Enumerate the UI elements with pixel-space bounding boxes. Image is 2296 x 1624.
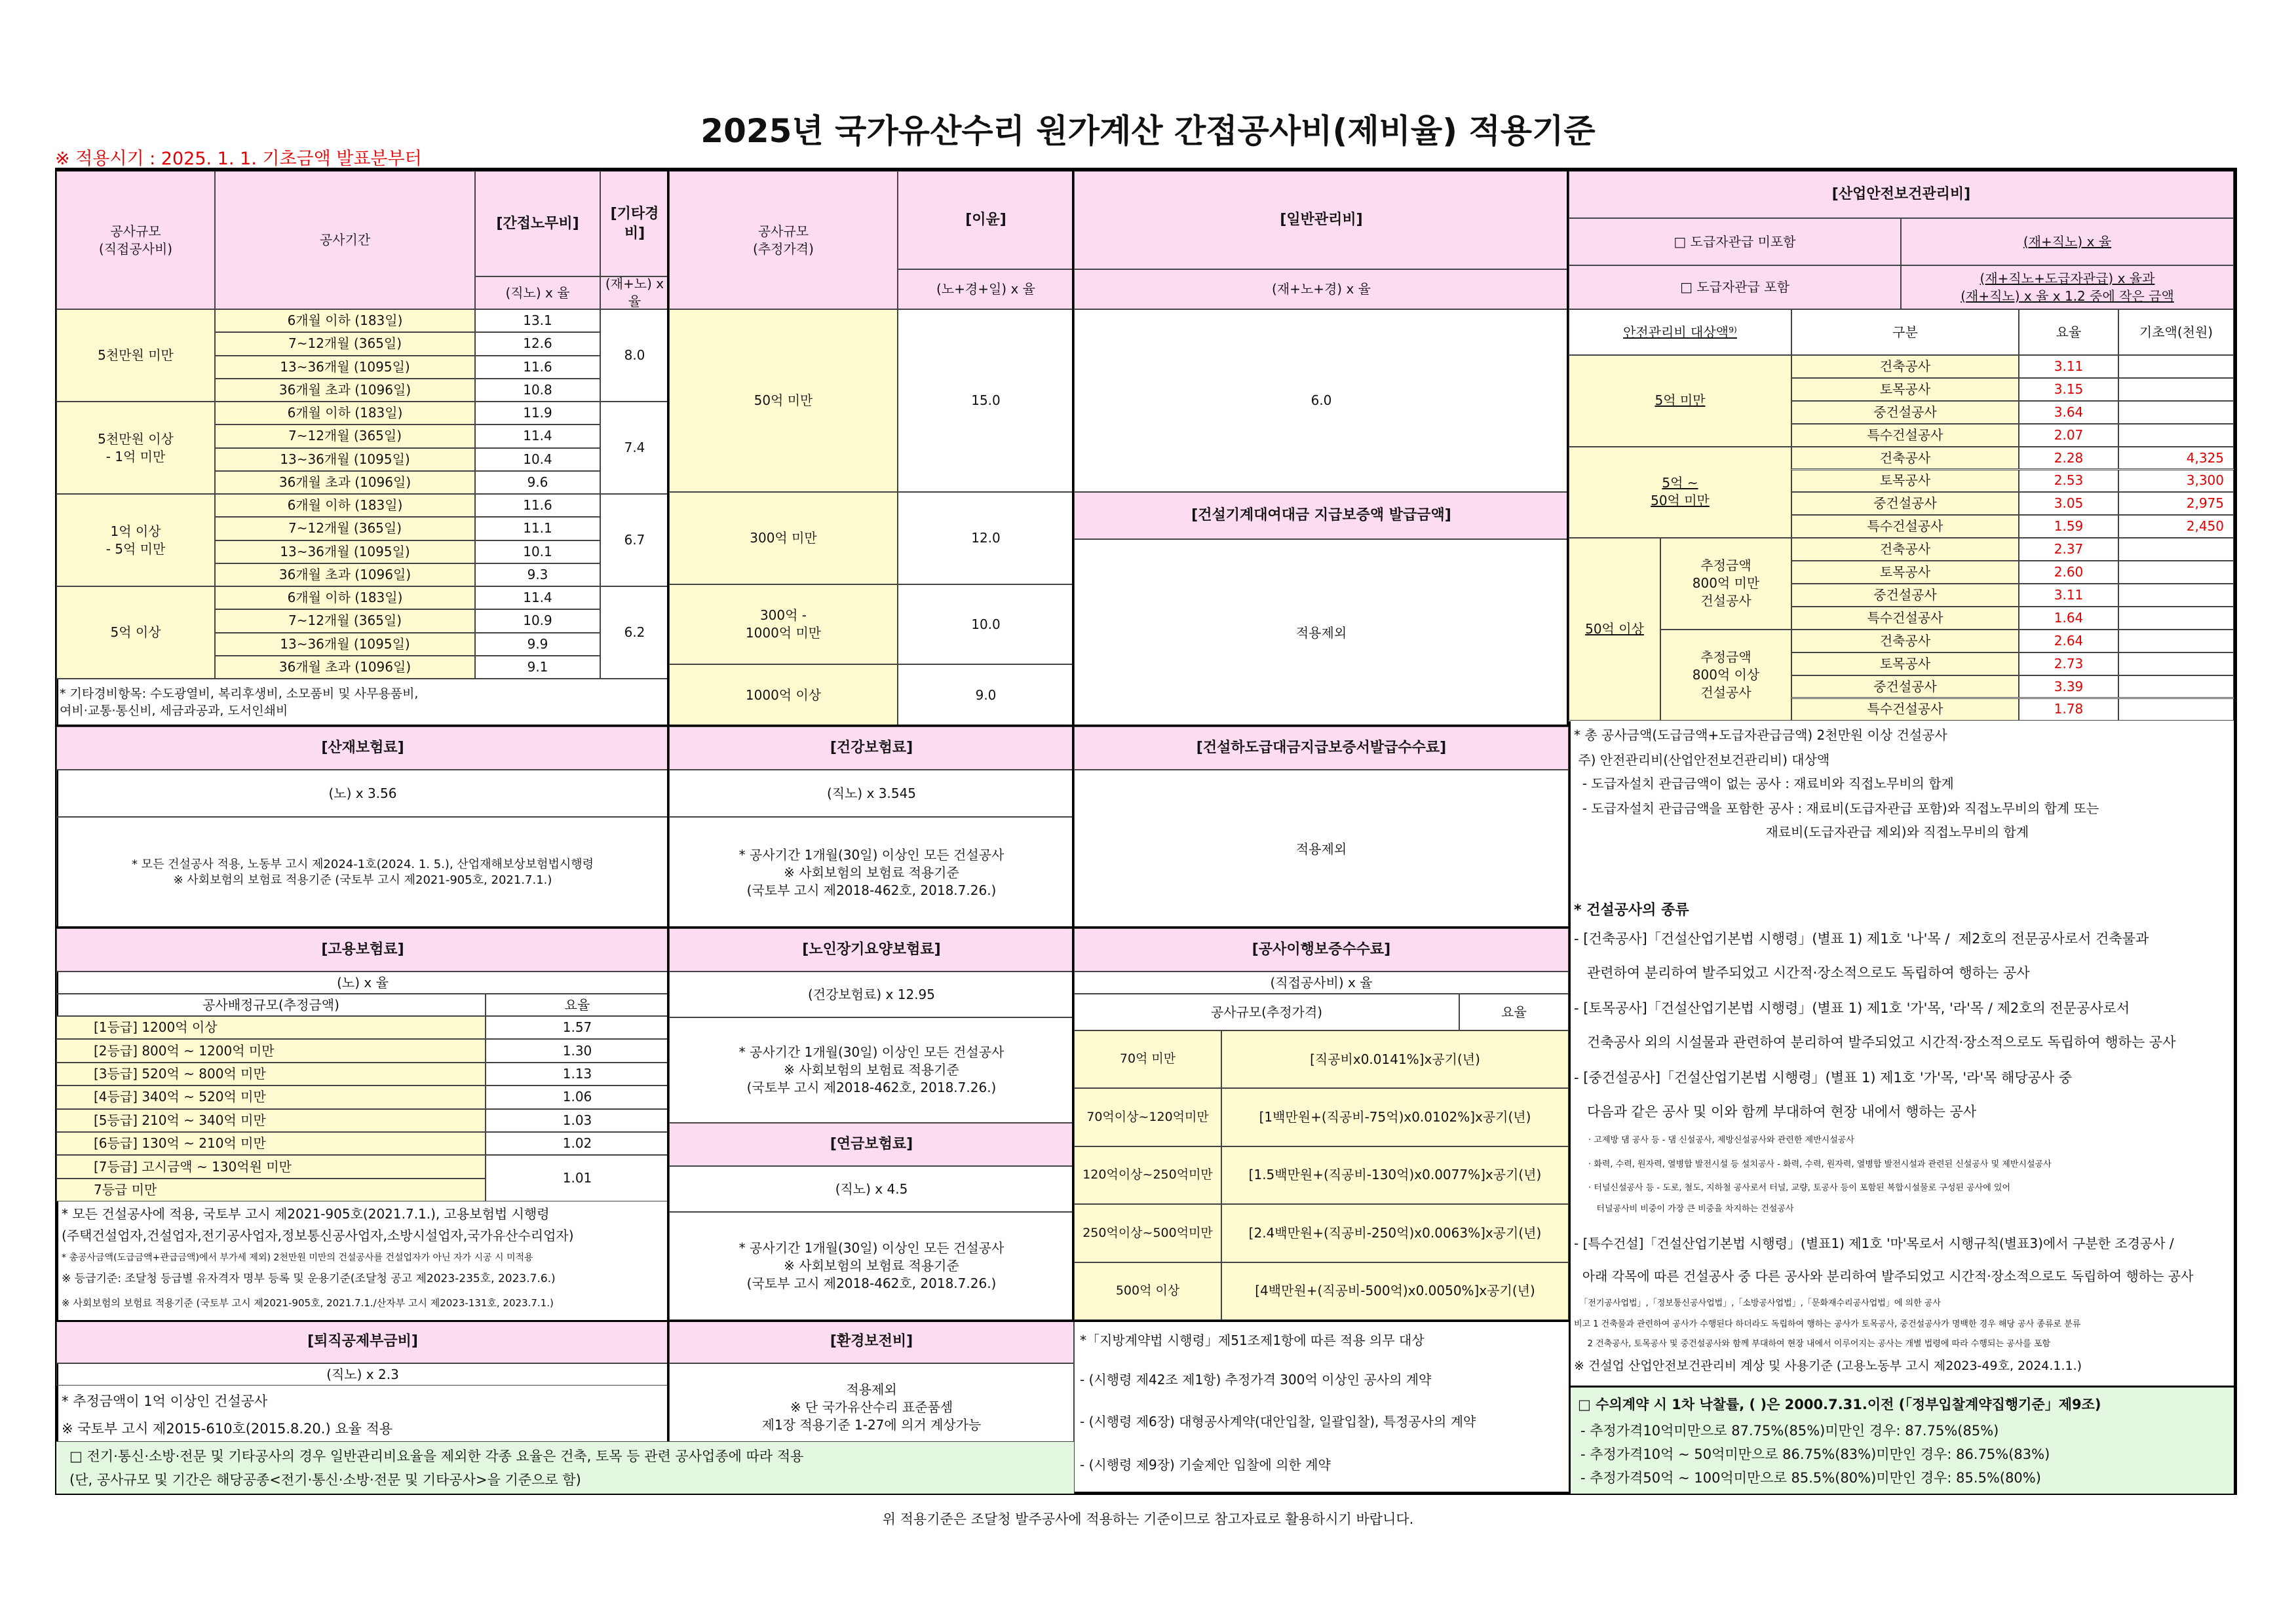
safety-base-cell: 2,975: [2118, 492, 2234, 515]
labor-period-cell: 36개월 초과 (1096일): [215, 563, 475, 586]
construction-type-line: 관련하여 분리하여 발주되었고 시간적·장소적으로도 독립하여 행하는 공사: [1574, 965, 2030, 981]
section-border-row2-a: [56, 727, 669, 1320]
safety-type-cell: 특수건설공사: [1791, 515, 2019, 538]
safety-rate-header: 요율: [2019, 309, 2118, 355]
safety-rate-cell: 3.64: [2019, 401, 2118, 424]
industrial-insurance-note: * 모든 건설공사 적용, 노동부 고시 제2024-1호(2024. 1. 5.), 산업재해보상보험법시행령 ※ 사회보험의 보험료 적용기준 (국토부 고시 제2021-905호, 2021.7.1.): [56, 817, 669, 928]
labor-scale-header: 공사규모 (직접공사비): [56, 171, 215, 309]
safety-opt2: □ 도급자관급 포함: [1569, 265, 1901, 309]
safety-base-cell: 2,450: [2118, 515, 2234, 538]
profit-formula: (노+경+일) x 율: [898, 269, 1074, 309]
safety-group-1: 5억 미만: [1569, 355, 1791, 447]
employment-note-5: ※ 사회보험의 보험료 적용기준 (국토부 고시 제2021-905호, 2021.7.1./산자부 고시 제2023-131호, 2023.7.1.): [62, 1297, 554, 1309]
indirect-labor-rate: 11.4: [475, 425, 600, 447]
private-contract-line-3: - 추정가격50억 ~ 100억미만으로 85.5%(80%)미만인 경우: 85.5%(80%): [1580, 1470, 2041, 1486]
performance-guarantee: [1074, 928, 1569, 1320]
general-header: [일반관리비]: [1074, 171, 1569, 269]
employment-insurance-formula: (노) x 율: [56, 972, 669, 994]
labor-scale-cell: 5억 이상: [56, 586, 215, 679]
general-value: 6.0: [1074, 309, 1569, 492]
indirect-labor-rate: 9.6: [475, 471, 600, 494]
performance-scale-cell: 120억이상~250억미만: [1074, 1146, 1221, 1204]
safety-rate-cell: 3.39: [2019, 675, 2118, 698]
indirect-labor-rate: 12.6: [475, 332, 600, 355]
private-contract-title: □ 수의계약 시 1차 낙찰률, ( )은 2000.7.31.이전 (「정부입찰계약집행기준」제9조): [1578, 1397, 2101, 1412]
performance-scale-cell: 250억이상~500억미만: [1074, 1204, 1221, 1262]
safety-rate-cell: 3.11: [2019, 355, 2118, 378]
safety-note-line: - 도급자설치 관급금액을 포함한 공사 : 재료비(도급자관급 포함)와 직접노무비의 합계 또는: [1574, 801, 2099, 816]
construction-special-line: 아래 각목에 따른 건설공사 중 다른 공사와 분리하여 발주되었고 시간적·장소적으로도 독립하여 행하는 공사: [1574, 1268, 2194, 1284]
employment-rate-header: 요율: [486, 994, 669, 1016]
local-contract: [1074, 1320, 1569, 1494]
construction-type-line: - [토목공사]「건설산업기본법 시행령」(별표 1) 제1호 '가'목, '라'목 / 제2호의 전문공사로서: [1574, 1000, 2130, 1016]
labor-period-cell: 13~36개월 (1095일): [215, 633, 475, 656]
pension-insurance-title: [연금보험료]: [669, 1123, 1074, 1166]
environment-title: [환경보전비]: [669, 1320, 1074, 1363]
performance-scale-cell: 500억 이상: [1074, 1262, 1221, 1320]
labor-scale-cell: 5천만원 미만: [56, 309, 215, 402]
employment-note-3: * 총공사금액(도급금액+관급금액)에서 부가세 제외) 2천만원 미만의 건설공사를 건설업자가 아닌 자가 시공 시 미적용: [62, 1253, 533, 1263]
indirect-labor-rate: 11.4: [475, 586, 600, 609]
construction-type-line: - [중건설공사]「건설산업기본법 시행령」(별표 1) 제1호 '가'목, '라'목 해당공사 중: [1574, 1070, 2073, 1086]
labor-period-cell: 36개월 초과 (1096일): [215, 471, 475, 494]
indirect-labor-rate: 9.1: [475, 656, 600, 679]
labor-period-cell: 7~12개월 (365일): [215, 332, 475, 355]
labor-scale-cell: 1억 이상 - 5억 미만: [56, 494, 215, 586]
employment-grade-cell: 7등급 미만: [56, 1179, 486, 1201]
performance-scale-header: 공사규모(추정가격): [1074, 994, 1459, 1030]
safety-type-cell: 중건설공사: [1791, 675, 2019, 698]
safety-base-cell: [2118, 561, 2234, 584]
labor-period-cell: 13~36개월 (1095일): [215, 540, 475, 563]
construction-types-title: * 건설공사의 종류: [1574, 902, 1689, 918]
employment-note-4: ※ 등급기준: 조달청 등급별 유자격자 명부 등록 및 운용기준(조달청 공고 제2023-235호, 2023.7.6.): [62, 1272, 556, 1285]
construction-type-detail: · 고제방 댐 공사 등 - 댐 신설공사, 제방신설공사와 관련한 제반시설공사: [1588, 1135, 1854, 1145]
elderly-insurance-title: [노인장기요양보험료]: [669, 928, 1074, 972]
indirect-labor-header: [간접노무비]: [475, 171, 600, 276]
construction-type-detail: · 화력, 수력, 원자력, 열병합 발전시설 등 설치공사 - 화력, 수력, 원자력, 열병합 발전시설과 관련된 신설공사 및 제반시설공사: [1588, 1160, 2052, 1169]
profit-header: [이윤]: [898, 171, 1074, 269]
safety-rate-cell: 2.53: [2019, 470, 2118, 493]
construction-special-line: - [특수건설]「건설산업기본법 시행령」(별표1) 제1호 '마'목로서 시행규칙(별표3)에서 구분한 조경공사 /: [1574, 1236, 2174, 1251]
safety-type-header: 구분: [1791, 309, 2019, 355]
indirect-labor-rate: 9.9: [475, 633, 600, 656]
employment-grade-cell: [7등급] 고시금액 ~ 130억원 미만: [56, 1155, 486, 1178]
labor-scale-cell: 5천만원 이상 - 1억 미만: [56, 402, 215, 494]
safety-rate-cell: 2.28: [2019, 447, 2118, 470]
other-expense-rate: 8.0: [600, 309, 669, 402]
employment-rate-cell: 1.03: [486, 1109, 669, 1132]
safety-type-cell: 특수건설공사: [1791, 424, 2019, 447]
employment-rate-cell: 1.57: [486, 1016, 669, 1039]
indirect-labor-formula: (직노) x 율: [475, 276, 600, 309]
machine-guarantee-header: [건설기계대여대금 지급보증액 발급금액]: [1074, 492, 1569, 539]
safety-subgroup-1: 추정금액 800억 미만 건설공사: [1660, 538, 1791, 630]
retirement-title: [퇴직공제부금비]: [56, 1320, 669, 1363]
safety-base-cell: 3,300: [2118, 470, 2234, 493]
profit-scale-cell: 300억 - 1000억 미만: [669, 584, 898, 664]
performance-scale-cell: 70억 미만: [1074, 1030, 1221, 1088]
elderly-insurance-note: * 공사기간 1개월(30일) 이상인 모든 건설공사 ※ 사회보험의 보험료 적용기준 (국토부 고시 제2018-462호, 2018.7.26.): [669, 1017, 1074, 1123]
environment: [669, 1320, 1074, 1451]
safety-type-cell: 건축공사: [1791, 538, 2019, 561]
labor-period-cell: 36개월 초과 (1096일): [215, 379, 475, 402]
section-border-row2-b: [669, 727, 1074, 1320]
safety-header: [산업안전보건관리비]: [1569, 171, 2234, 218]
retirement-formula: (직노) x 2.3: [56, 1363, 669, 1386]
private-contract-line-2: - 추정가격10억 ~ 50억미만으로 86.75%(83%)미만인 경우: 86.75%(83%): [1580, 1446, 2050, 1462]
safety-target-header: 안전관리비 대상액⁹⁾: [1569, 309, 1791, 355]
safety-subgroup-2: 추정금액 800억 이상 건설공사: [1660, 630, 1791, 721]
indirect-labor-rate: 11.1: [475, 517, 600, 540]
section-border-right-col: [1569, 721, 1571, 1494]
indirect-labor-rate: 10.1: [475, 540, 600, 563]
retirement-note-2: ※ 국토부 고시 제2015-610호(2015.8.20.) 요율 적용: [62, 1421, 393, 1437]
labor-period-cell: 7~12개월 (365일): [215, 517, 475, 540]
safety-rate-cell: 3.11: [2019, 584, 2118, 607]
safety-group-3: 50억 이상: [1569, 538, 1660, 721]
retirement-note-1: * 추정금액이 1억 이상인 건설공사: [62, 1393, 268, 1409]
employment-rate-cell: 1.06: [486, 1086, 669, 1108]
subcontract-guarantee-title: [건설하도급대금지급보증서발급수수료]: [1074, 727, 1569, 770]
health-insurance-formula: (직노) x 3.545: [669, 770, 1074, 817]
safety-base-cell: [2118, 630, 2234, 652]
labor-period-cell: 6개월 이하 (183일): [215, 309, 475, 332]
indirect-labor-rate: 10.8: [475, 379, 600, 402]
profit-rate-cell: 12.0: [898, 492, 1074, 584]
construction-type-line: - [건축공사]「건설산업기본법 시행령」(별표 1) 제1호 '나'목 / 제2호의 전문공사로서 건축물과: [1574, 931, 2149, 947]
indirect-labor-rate: 11.6: [475, 494, 600, 517]
labor-note: * 기타경비항목: 수도광열비, 복리후생비, 소모품비 및 사무용품비, 여비·교통·통신비, 세금과공과, 도서인쇄비: [56, 679, 669, 727]
environment-note: 적용제외 ※ 단 국가유산수리 표준품셈 제1장 적용기준 1-27에 의거 계상가능: [669, 1363, 1074, 1451]
safety-note-line: * 총 공사금액(도급금액+도급자관급금액) 2천만원 이상 건설공사: [1574, 727, 1947, 743]
safety-base-cell: [2118, 424, 2234, 447]
safety-note-line: - 도급자설치 관급금액이 없는 공사 : 재료비와 직접노무비의 합계: [1574, 776, 1954, 791]
construction-type-line: 다음과 같은 공사 및 이와 함께 부대하여 현장 내에서 행하는 공사: [1574, 1104, 1977, 1120]
employment-note-2: (주택건설업자,건설업자,전기공사업자,정보통신공사업자,소방시설업자,국가유산수리업자): [62, 1228, 574, 1243]
safety-type-cell: 건축공사: [1791, 630, 2019, 652]
safety-rate-cell: 2.73: [2019, 652, 2118, 675]
safety-type-cell: 토목공사: [1791, 561, 2019, 584]
machine-guarantee-value: 적용제외: [1074, 539, 1569, 727]
safety-base-cell: [2118, 401, 2234, 424]
local-contract-line-1: *「지방계약법 시행령」제51조제1항에 따른 적용 의무 대상: [1080, 1332, 1425, 1348]
safety-type-cell: 특수건설공사: [1791, 607, 2019, 630]
profit-rate-cell: 10.0: [898, 584, 1074, 664]
performance-guarantee-title: [공사이행보증수수료]: [1074, 928, 1569, 972]
performance-scale-cell: 70억이상~120억미만: [1074, 1088, 1221, 1146]
safety-note-line: 주) 안전관리비(산업안전보건관리비) 대상액: [1574, 752, 1830, 768]
page-title: 2025년 국가유산수리 원가계산 간접공사비(제비율) 적용기준: [700, 112, 1596, 150]
indirect-labor-rate: 9.3: [475, 563, 600, 586]
safety-rate-cell: 1.78: [2019, 698, 2118, 721]
safety-base-cell: [2118, 675, 2234, 698]
employment-rate-cell-7: 1.01: [486, 1155, 669, 1201]
other-expense-rate: 7.4: [600, 402, 669, 494]
safety-type-cell: 토목공사: [1791, 378, 2019, 401]
section-border-general: [1074, 171, 1569, 727]
safety-note-line: 재료비(도급자관급 제외)와 직접노무비의 합계: [1574, 824, 2029, 840]
labor-period-cell: 7~12개월 (365일): [215, 609, 475, 632]
section-border-row4-a: [56, 1320, 669, 1441]
safety-rate-cell: 2.64: [2019, 630, 2118, 652]
health-insurance-title: [건강보험료]: [669, 727, 1074, 770]
employment-insurance-title: [고용보험료]: [56, 928, 669, 972]
safety-type-cell: 중건설공사: [1791, 401, 2019, 424]
safety-type-cell: 중건설공사: [1791, 492, 2019, 515]
safety-type-cell: 토목공사: [1791, 652, 2019, 675]
safety-base-cell: 4,325: [2118, 447, 2234, 470]
labor-period-cell: 13~36개월 (1095일): [215, 356, 475, 379]
safety-base-cell: [2118, 652, 2234, 675]
pension-insurance-note: * 공사기간 1개월(30일) 이상인 모든 건설공사 ※ 사회보험의 보험료 적용기준 (국토부 고시 제2018-462호, 2018.7.26.): [669, 1212, 1074, 1320]
employment-grade-cell: [5등급] 210억 ~ 340억 미만: [56, 1109, 486, 1132]
section-border-labor: [56, 171, 669, 727]
other-expense-header: [기타경비]: [600, 171, 669, 276]
other-expense-rate: 6.2: [600, 586, 669, 679]
safety-rate-cell: 3.15: [2019, 378, 2118, 401]
construction-types-ref: ※ 건설업 산업안전보건관리비 계상 및 사용기준 (고용노동부 고시 제2023-49호, 2024.1.1.): [1574, 1359, 2082, 1373]
safety-notes: [1569, 721, 2234, 896]
profit-scale-cell: 300억 미만: [669, 492, 898, 584]
profit-rate-cell: 15.0: [898, 309, 1074, 492]
construction-type-detail: · 터널신설공사 등 - 도로, 철도, 지하철 공사로서 터널, 교량, 토공사 등이 포함된 복합시설물로 구성된 공사에 있어: [1588, 1183, 2011, 1193]
apply-date: ※ 적용시기 : 2025. 1. 1. 기초금액 발표분부터: [55, 149, 422, 169]
elderly-insurance-formula: (건강보험료) x 12.95: [669, 972, 1074, 1017]
other-expense-formula: (재+노) x 율: [600, 276, 669, 309]
safety-opt1: □ 도급자관급 미포함: [1569, 218, 1901, 265]
employment-grade-cell: [4등급] 340억 ~ 520억 미만: [56, 1086, 486, 1108]
indirect-labor-rate: 13.1: [475, 309, 600, 332]
safety-rate-cell: 2.37: [2019, 538, 2118, 561]
profit-scale-cell: 50억 미만: [669, 309, 898, 492]
construction-type-detail: 터널공사비 비중이 가장 큰 비중을 차지하는 건설공사: [1588, 1204, 1794, 1214]
safety-base-cell: [2118, 698, 2234, 721]
safety-type-cell: 특수건설공사: [1791, 698, 2019, 721]
performance-rate-cell: [2.4백만원+(직공비-250억)x0.0063%]x공기(년): [1221, 1204, 1569, 1262]
employment-rate-cell: 1.13: [486, 1063, 669, 1086]
subcontract-guarantee-value: 적용제외: [1074, 770, 1569, 928]
safety-rate-cell: 1.59: [2019, 515, 2118, 538]
profit-scale-header: 공사규모 (추정가격): [669, 171, 898, 309]
indirect-labor-rate: 11.9: [475, 402, 600, 425]
indirect-labor-rate: 11.6: [475, 356, 600, 379]
performance-rate-cell: [1백만원+(직공비-75억)x0.0102%]x공기(년): [1221, 1088, 1569, 1146]
employment-scale-header: 공사배정규모(추정금액): [56, 994, 486, 1016]
safety-type-cell: 토목공사: [1791, 470, 2019, 493]
industrial-insurance-formula: (노) x 3.56: [56, 770, 669, 817]
bottom-note-line-1: □ 전기·통신·소방·전문 및 기타공사의 경우 일반관리비요율을 제외한 각종 요율은 건축, 토목 등 관련 공사업종에 따라 적용: [69, 1448, 804, 1464]
safety-rate-cell: 3.05: [2019, 492, 2118, 515]
labor-period-cell: 36개월 초과 (1096일): [215, 656, 475, 679]
labor-period-header: 공사기간: [215, 171, 475, 309]
safety-type-cell: 건축공사: [1791, 355, 2019, 378]
industrial-insurance-title: [산재보험료]: [56, 727, 669, 770]
employment-grade-cell: [6등급] 130억 ~ 210억 미만: [56, 1132, 486, 1155]
local-contract-line-4: - (시행령 제9장) 기술제안 입찰에 의한 계약: [1080, 1457, 1331, 1473]
indirect-labor-rate: 10.4: [475, 448, 600, 471]
indirect-labor-rate: 10.9: [475, 609, 600, 632]
private-contract-line-1: - 추정가격10억미만으로 87.75%(85%)미만인 경우: 87.75%(85%): [1580, 1423, 1999, 1439]
employment-grade-cell: [1등급] 1200억 이상: [56, 1016, 486, 1039]
construction-special-detail: 비고 1 건축물과 관련하여 공사가 수행된다 하더라도 독립하여 행하는 공사가 토목공사, 중건설공사가 명백한 경우 해당 공사 종류로 분류: [1574, 1319, 2081, 1329]
safety-base-cell: [2118, 355, 2234, 378]
safety-base-header: 기초액(천원): [2118, 309, 2234, 355]
labor-period-cell: 6개월 이하 (183일): [215, 586, 475, 609]
profit-scale-cell: 1000억 이상: [669, 664, 898, 727]
performance-rate-header: 요율: [1459, 994, 1569, 1030]
safety-group-2: 5억 ~ 50억 미만: [1569, 447, 1791, 538]
construction-type-line: 건축공사 외의 시설물과 관련하여 분리하여 발주되었고 시간적·장소적으로도 독립하여 행하는 공사: [1574, 1034, 2176, 1050]
section-border-profit: [669, 171, 1074, 727]
safety-base-cell: [2118, 607, 2234, 630]
labor-period-cell: 13~36개월 (1095일): [215, 448, 475, 471]
labor-period-cell: 6개월 이하 (183일): [215, 402, 475, 425]
safety-rate-cell: 1.64: [2019, 607, 2118, 630]
general-formula: (재+노+경) x 율: [1074, 269, 1569, 309]
other-expense-rate: 6.7: [600, 494, 669, 586]
employment-rate-cell: 1.30: [486, 1039, 669, 1062]
performance-guarantee-formula: (직접공사비) x 율: [1074, 972, 1569, 994]
safety-type-cell: 건축공사: [1791, 447, 2019, 470]
employment-rate-cell: 1.02: [486, 1132, 669, 1155]
safety-base-cell: [2118, 378, 2234, 401]
safety-rate-cell: 2.07: [2019, 424, 2118, 447]
profit-rate-cell: 9.0: [898, 664, 1074, 727]
page-footer: 위 적용기준은 조달청 발주공사에 적용하는 기준이므로 참고자료로 활용하시기 바랍니다.: [882, 1511, 1414, 1527]
bottom-note-line-2: (단, 공사규모 및 기간은 해당공종<전기·통신·소방·전문 및 기타공사>을 기준으로 함): [69, 1472, 581, 1488]
safety-type-cell: 중건설공사: [1791, 584, 2019, 607]
safety-opt1-formula: (재+직노) x 율: [1901, 218, 2234, 265]
safety-table: [1569, 171, 2234, 721]
bottom-note: [56, 1441, 1074, 1494]
labor-period-cell: 6개월 이하 (183일): [215, 494, 475, 517]
construction-special-detail: 2 건축공사, 토목공사 및 중건설공사와 함께 부대하여 현장 내에서 이루어지는 공사는 개별 법령에 따라 수행되는 공사를 포함: [1574, 1339, 2051, 1349]
private-contract: [1569, 1386, 2234, 1494]
employment-note-1: * 모든 건설공사에 적용, 국토부 고시 제2021-905호(2021.7.1.), 고용보험법 시행령: [62, 1206, 550, 1222]
local-contract-line-2: - (시행령 제42조 제1항) 추정가격 300억 이상인 공사의 계약: [1080, 1372, 1432, 1388]
health-insurance-note: * 공사기간 1개월(30일) 이상인 모든 건설공사 ※ 사회보험의 보험료 적용기준 (국토부 고시 제2018-462호, 2018.7.26.): [669, 817, 1074, 928]
employment-grade-cell: [3등급] 520억 ~ 800억 미만: [56, 1063, 486, 1086]
performance-rate-cell: [직공비x0.0141%]x공기(년): [1221, 1030, 1569, 1088]
employment-grade-cell: [2등급] 800억 ~ 1200억 미만: [56, 1039, 486, 1062]
safety-base-cell: [2118, 538, 2234, 561]
construction-types: [1569, 896, 2234, 1373]
performance-rate-cell: [1.5백만원+(직공비-130억)x0.0077%]x공기(년): [1221, 1146, 1569, 1204]
pension-insurance-formula: (직노) x 4.5: [669, 1166, 1074, 1212]
safety-rate-cell: 2.60: [2019, 561, 2118, 584]
labor-period-cell: 7~12개월 (365일): [215, 425, 475, 447]
local-contract-line-3: - (시행령 제6장) 대형공사계약(대안입찰, 일괄입찰), 특정공사의 계약: [1080, 1414, 1476, 1429]
safety-base-cell: [2118, 584, 2234, 607]
performance-rate-cell: [4백만원+(직공비-500억)x0.0050%]x공기(년): [1221, 1262, 1569, 1320]
construction-special-detail: 「전기공사업법」,「정보통신공사업법」,「소방공사업법」,「문화재수리공사업법」에 의한 공사: [1574, 1298, 1941, 1308]
safety-opt2-formula: (재+직노+도급자관급) x 율과 (재+직노) x 율 x 1.2 중에 작은 금액: [1901, 265, 2234, 309]
